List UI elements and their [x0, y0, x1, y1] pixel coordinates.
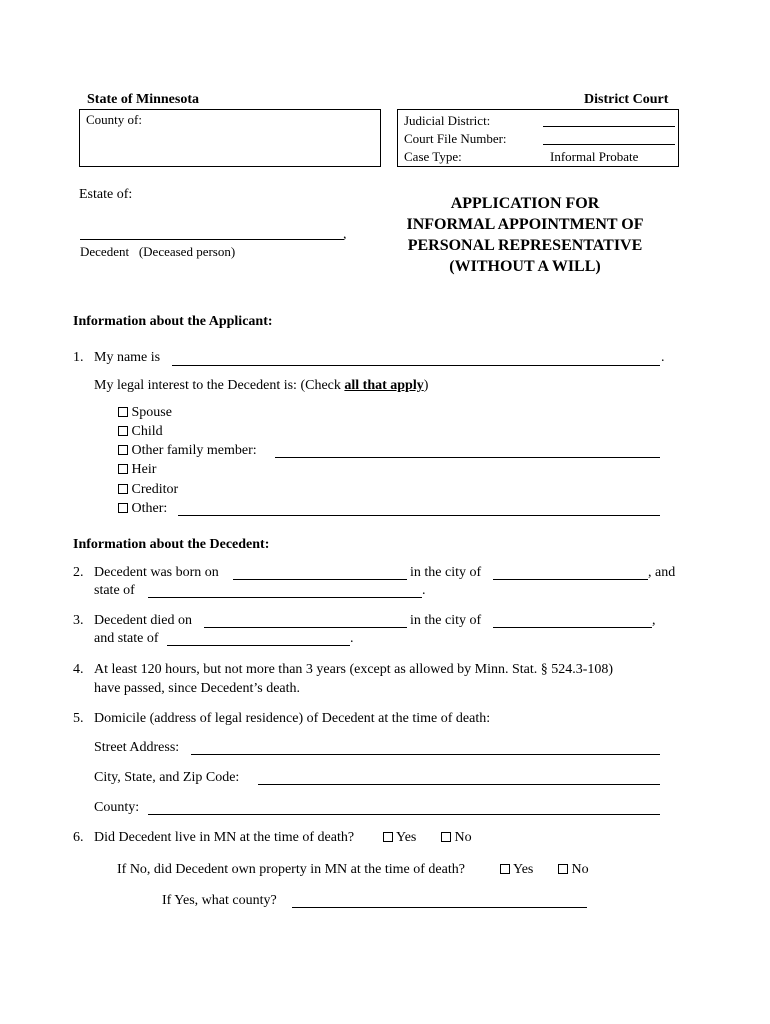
- legal-interest-prompt: [94, 379, 428, 393]
- q6-followup-no-checkbox[interactable]: [558, 864, 568, 874]
- q4-line-1: At least 120 hours, but not more than 3 years (except as allowed by Minn. Stat. § 524.3-108): [94, 662, 614, 677]
- q3-comma: ,: [652, 613, 656, 628]
- property-county-field[interactable]: [292, 907, 587, 908]
- q4-number: 4.: [73, 662, 84, 677]
- birth-date-field[interactable]: [233, 579, 407, 580]
- court-file-number-field[interactable]: [543, 144, 675, 145]
- q2-city-label: in the city of: [410, 565, 482, 580]
- q6-followup-yes-option: [500, 863, 533, 877]
- q6-label: Did Decedent live in MN at the time of death?: [94, 830, 355, 845]
- state-label: State of Minnesota: [87, 92, 199, 107]
- q6-followup-no-option: [558, 863, 589, 877]
- other-family-label: Other family member:: [131, 443, 257, 458]
- birth-city-field[interactable]: [493, 579, 648, 580]
- spouse-checkbox[interactable]: [118, 407, 128, 417]
- applicant-name-field[interactable]: [172, 365, 660, 366]
- q3-state-label: and state of: [94, 631, 159, 646]
- q3-died-label: Decedent died on: [94, 613, 192, 628]
- option-other: [118, 502, 167, 516]
- q2-born-label: Decedent was born on: [94, 565, 219, 580]
- title-line-2: INFORMAL APPOINTMENT OF: [406, 216, 644, 233]
- q6-number: 6.: [73, 830, 84, 845]
- q2-state-label: state of: [94, 583, 135, 598]
- legal-interest-prefix: My legal interest to the Decedent is: (Check: [94, 378, 345, 393]
- court-file-number-label: Court File Number:: [404, 131, 507, 146]
- other-label: Other:: [131, 501, 168, 516]
- heir-checkbox[interactable]: [118, 464, 128, 474]
- applicant-heading: Information about the Applicant:: [73, 314, 273, 329]
- q3-city-label: in the city of: [410, 613, 482, 628]
- option-child: [118, 425, 163, 439]
- q1-number: 1.: [73, 350, 84, 365]
- q2-and: , and: [648, 565, 676, 580]
- q6-no-label: No: [454, 830, 472, 845]
- child-checkbox[interactable]: [118, 426, 128, 436]
- q6-no-checkbox[interactable]: [441, 832, 451, 842]
- q6-followup-yes-checkbox[interactable]: [500, 864, 510, 874]
- creditor-label: Creditor: [131, 482, 179, 497]
- legal-interest-suffix: ): [423, 378, 429, 393]
- judicial-district-field[interactable]: [543, 126, 675, 127]
- decedent-caption: Decedent (Deceased person): [80, 244, 236, 259]
- court-info-box: [397, 109, 679, 167]
- court-label: District Court: [584, 92, 669, 107]
- other-family-field[interactable]: [275, 457, 660, 458]
- child-label: Child: [131, 424, 163, 439]
- all-that-apply-emphasis: all that apply: [344, 378, 424, 393]
- q5-number: 5.: [73, 711, 84, 726]
- county-label: County of:: [86, 112, 142, 127]
- q6-yes-option: [383, 831, 416, 845]
- option-spouse: [118, 406, 172, 420]
- birth-state-field[interactable]: [148, 597, 422, 598]
- form-title: [385, 193, 665, 277]
- decedent-name-field[interactable]: [80, 239, 344, 240]
- q6-county-label: If Yes, what county?: [162, 893, 277, 908]
- title-line-1: APPLICATION FOR: [450, 195, 600, 212]
- death-city-field[interactable]: [493, 627, 652, 628]
- option-heir: [118, 463, 156, 477]
- domicile-county-field[interactable]: [148, 814, 660, 815]
- q1-end: .: [661, 350, 665, 365]
- q6-followup-yes-label: Yes: [512, 862, 534, 877]
- other-family-checkbox[interactable]: [118, 445, 128, 455]
- creditor-checkbox[interactable]: [118, 484, 128, 494]
- q6-yes-label: Yes: [395, 830, 417, 845]
- street-address-field[interactable]: [191, 754, 660, 755]
- q4-line-2: have passed, since Decedent’s death.: [94, 681, 301, 696]
- q6-no-option: [441, 831, 472, 845]
- q2-number: 2.: [73, 565, 84, 580]
- death-state-field[interactable]: [167, 645, 350, 646]
- other-checkbox[interactable]: [118, 503, 128, 513]
- q6-followup-label: If No, did Decedent own property in MN at the time of death?: [117, 862, 465, 877]
- county-box[interactable]: [79, 109, 381, 167]
- case-type-value: Informal Probate: [550, 149, 639, 164]
- heir-label: Heir: [131, 462, 157, 477]
- q1-label: My name is: [94, 350, 161, 365]
- city-state-zip-field[interactable]: [258, 784, 660, 785]
- q3-number: 3.: [73, 613, 84, 628]
- county-label-q5: County:: [94, 800, 140, 815]
- judicial-district-label: Judicial District:: [404, 113, 491, 128]
- title-line-3: PERSONAL REPRESENTATIVE: [407, 237, 643, 254]
- option-other-family: [118, 444, 257, 458]
- city-state-zip-label: City, State, and Zip Code:: [94, 770, 240, 785]
- option-creditor: [118, 483, 178, 497]
- other-interest-field[interactable]: [178, 515, 660, 516]
- q6-followup-no-label: No: [571, 862, 589, 877]
- street-address-label: Street Address:: [94, 740, 180, 755]
- q3-end: .: [350, 631, 354, 646]
- decedent-heading: Information about the Decedent:: [73, 537, 270, 552]
- q2-end: .: [422, 583, 426, 598]
- q6-yes-checkbox[interactable]: [383, 832, 393, 842]
- decedent-comma: ,: [343, 227, 347, 242]
- title-line-4: (WITHOUT A WILL): [449, 258, 601, 275]
- case-type-label: Case Type:: [404, 149, 462, 164]
- q5-label: Domicile (address of legal residence) of Decedent at the time of death:: [94, 711, 491, 726]
- death-date-field[interactable]: [204, 627, 407, 628]
- estate-label: Estate of:: [79, 187, 133, 202]
- spouse-label: Spouse: [131, 405, 172, 420]
